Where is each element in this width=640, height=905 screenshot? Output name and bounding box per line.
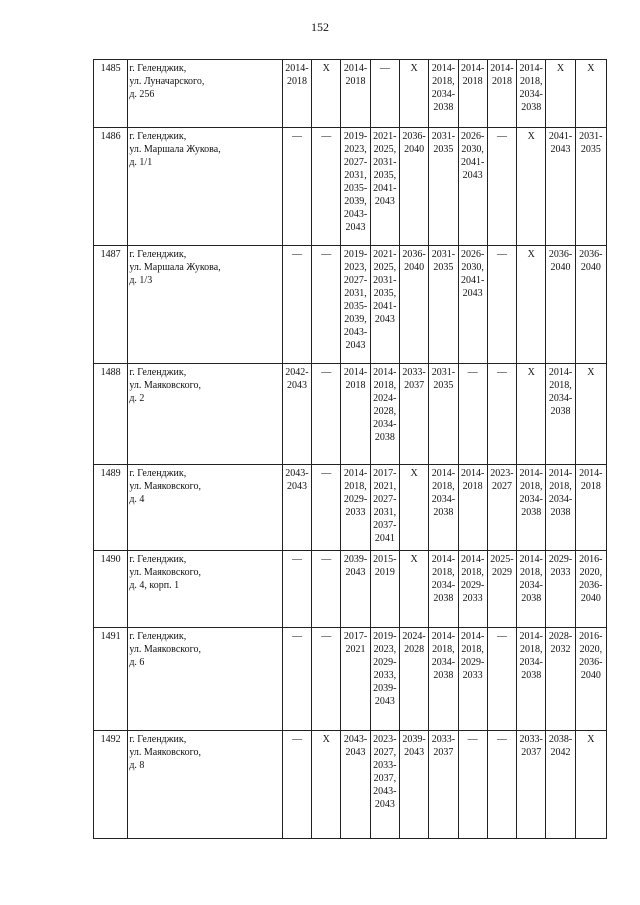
period-cell: 2024- 2028 <box>399 628 428 731</box>
period-cell: X <box>546 60 575 128</box>
period-cell: — <box>312 551 341 628</box>
period-cell: 2043- 2043 <box>282 465 311 551</box>
period-cell: 2023- 2027 <box>487 465 516 551</box>
period-cell: 2014- 2018, 2034- 2038 <box>429 551 458 628</box>
address-cell: г. Геленджик, ул. Маяковского, д. 6 <box>128 628 283 731</box>
period-cell: 2019- 2023, 2029- 2033, 2039- 2043 <box>370 628 399 731</box>
period-cell: 2014- 2018 <box>341 60 370 128</box>
period-cell: 2036- 2040 <box>399 128 428 246</box>
period-cell: X <box>312 60 341 128</box>
period-cell: — <box>282 128 311 246</box>
address-cell: г. Геленджик, ул. Маршала Жукова, д. 1/3 <box>128 246 283 364</box>
table-row <box>94 551 607 628</box>
period-cell: 2042- 2043 <box>282 364 311 465</box>
period-cell: — <box>458 731 487 839</box>
period-cell: 2014- 2018, 2034- 2038 <box>517 60 546 128</box>
period-cell: X <box>517 364 546 465</box>
table-row <box>94 364 607 465</box>
period-cell: — <box>312 246 341 364</box>
table-row <box>94 628 607 731</box>
row-number: 1491 <box>94 628 128 731</box>
table-row <box>94 465 607 551</box>
period-cell: 2014- 2018, 2024- 2028, 2034- 2038 <box>370 364 399 465</box>
address-cell: г. Геленджик, ул. Луначарского, д. 256 <box>128 60 283 128</box>
period-cell: 2036- 2040 <box>575 246 606 364</box>
period-cell: — <box>487 628 516 731</box>
table-body <box>94 60 607 839</box>
period-cell: X <box>517 128 546 246</box>
period-cell: 2014- 2018 <box>575 465 606 551</box>
period-cell: 2014- 2018 <box>458 60 487 128</box>
period-cell: — <box>312 364 341 465</box>
period-cell: 2014- 2018, 2029- 2033 <box>341 465 370 551</box>
period-cell: 2014- 2018 <box>458 465 487 551</box>
period-cell: 2029- 2033 <box>546 551 575 628</box>
period-cell: — <box>312 465 341 551</box>
period-cell: 2015- 2019 <box>370 551 399 628</box>
row-number: 1489 <box>94 465 128 551</box>
period-cell: 2028- 2032 <box>546 628 575 731</box>
row-number: 1490 <box>94 551 128 628</box>
period-cell: 2033- 2037 <box>429 731 458 839</box>
address-cell: г. Геленджик, ул. Маршала Жукова, д. 1/1 <box>128 128 283 246</box>
address-cell: г. Геленджик, ул. Маяковского, д. 4, корп. 1 <box>128 551 283 628</box>
period-cell: 2017- 2021, 2027- 2031, 2037- 2041 <box>370 465 399 551</box>
row-number: 1487 <box>94 246 128 364</box>
period-cell: 2014- 2018, 2029- 2033 <box>458 551 487 628</box>
period-cell: — <box>282 628 311 731</box>
period-cell: 2021- 2025, 2031- 2035, 2041- 2043 <box>370 246 399 364</box>
period-cell: X <box>575 731 606 839</box>
period-cell: 2031- 2035 <box>429 364 458 465</box>
period-cell: 2014- 2018, 2034- 2038 <box>517 628 546 731</box>
table-row <box>94 731 607 839</box>
period-cell: — <box>487 364 516 465</box>
period-cell: 2017- 2021 <box>341 628 370 731</box>
period-cell: 2014- 2018, 2034- 2038 <box>546 364 575 465</box>
period-cell: 2014- 2018 <box>487 60 516 128</box>
period-cell: — <box>487 128 516 246</box>
table-row <box>94 60 607 128</box>
period-cell: 2026- 2030, 2041- 2043 <box>458 128 487 246</box>
period-cell: 2039- 2043 <box>399 731 428 839</box>
period-cell: — <box>282 551 311 628</box>
period-cell: — <box>487 246 516 364</box>
period-cell: 2014- 2018, 2034- 2038 <box>546 465 575 551</box>
period-cell: X <box>399 465 428 551</box>
period-cell: 2014- 2018 <box>282 60 311 128</box>
period-cell: 2033- 2037 <box>517 731 546 839</box>
period-cell: 2025- 2029 <box>487 551 516 628</box>
period-cell: — <box>312 128 341 246</box>
table-row <box>94 128 607 246</box>
repair-schedule-table <box>93 59 607 839</box>
table-row <box>94 246 607 364</box>
address-cell: г. Геленджик, ул. Маяковского, д. 8 <box>128 731 283 839</box>
period-cell: X <box>312 731 341 839</box>
period-cell: 2026- 2030, 2041- 2043 <box>458 246 487 364</box>
period-cell: 2043- 2043 <box>341 731 370 839</box>
period-cell: 2039- 2043 <box>341 551 370 628</box>
address-cell: г. Геленджик, ул. Маяковского, д. 2 <box>128 364 283 465</box>
period-cell: 2033- 2037 <box>399 364 428 465</box>
period-cell: 2038- 2042 <box>546 731 575 839</box>
period-cell: — <box>458 364 487 465</box>
period-cell: 2023- 2027, 2033- 2037, 2043- 2043 <box>370 731 399 839</box>
period-cell: 2019- 2023, 2027- 2031, 2035- 2039, 2043- 2043 <box>341 128 370 246</box>
period-cell: X <box>575 60 606 128</box>
page-number: 152 <box>311 20 329 34</box>
period-cell: 2016- 2020, 2036- 2040 <box>575 551 606 628</box>
period-cell: 2036- 2040 <box>399 246 428 364</box>
period-cell: 2014- 2018, 2029- 2033 <box>458 628 487 731</box>
period-cell: 2014- 2018, 2034- 2038 <box>429 60 458 128</box>
period-cell: 2014- 2018, 2034- 2038 <box>517 551 546 628</box>
period-cell: 2031- 2035 <box>429 128 458 246</box>
period-cell: X <box>399 551 428 628</box>
period-cell: X <box>517 246 546 364</box>
period-cell: — <box>282 731 311 839</box>
row-number: 1488 <box>94 364 128 465</box>
period-cell: 2031- 2035 <box>575 128 606 246</box>
period-cell: X <box>575 364 606 465</box>
period-cell: — <box>487 731 516 839</box>
period-cell: 2014- 2018, 2034- 2038 <box>517 465 546 551</box>
period-cell: — <box>282 246 311 364</box>
period-cell: 2014- 2018 <box>341 364 370 465</box>
row-number: 1485 <box>94 60 128 128</box>
period-cell: 2021- 2025, 2031- 2035, 2041- 2043 <box>370 128 399 246</box>
period-cell: 2019- 2023, 2027- 2031, 2035- 2039, 2043- 2043 <box>341 246 370 364</box>
row-number: 1492 <box>94 731 128 839</box>
period-cell: X <box>399 60 428 128</box>
period-cell: 2041- 2043 <box>546 128 575 246</box>
address-cell: г. Геленджик, ул. Маяковского, д. 4 <box>128 465 283 551</box>
period-cell: 2031- 2035 <box>429 246 458 364</box>
row-number: 1486 <box>94 128 128 246</box>
period-cell: 2016- 2020, 2036- 2040 <box>575 628 606 731</box>
period-cell: 2014- 2018, 2034- 2038 <box>429 465 458 551</box>
period-cell: 2036- 2040 <box>546 246 575 364</box>
period-cell: — <box>312 628 341 731</box>
period-cell: — <box>370 60 399 128</box>
period-cell: 2014- 2018, 2034- 2038 <box>429 628 458 731</box>
